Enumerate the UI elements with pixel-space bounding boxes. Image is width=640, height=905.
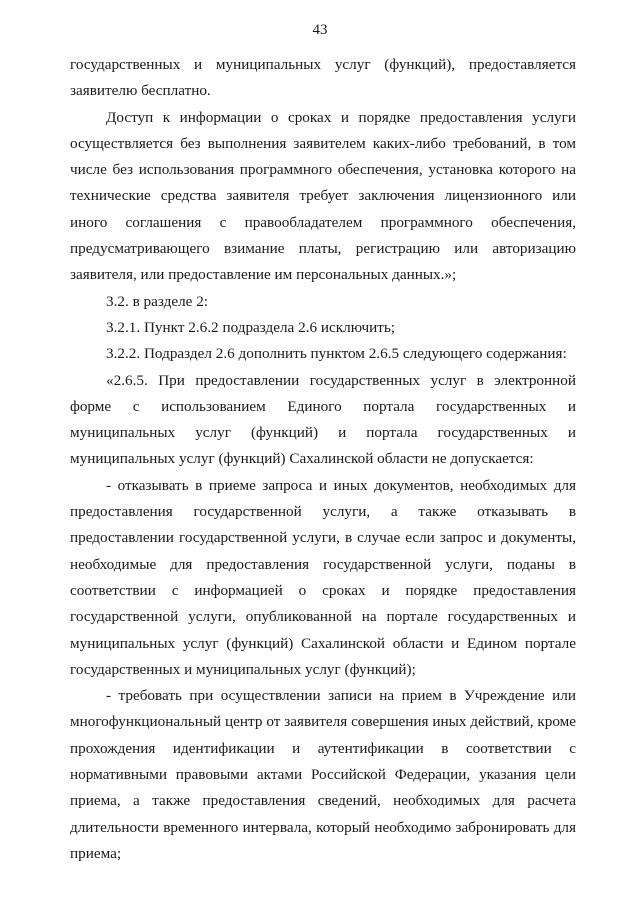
paragraph-item-3-2-2: 3.2.2. Подраздел 2.6 дополнить пунктом 2.6.5 следующего содержания: xyxy=(106,345,567,363)
paragraph-section-3-2: 3.2. в разделе 2: xyxy=(106,292,209,310)
paragraph-item-3-2-1: 3.2.1. Пункт 2.6.2 подраздела 2.6 исключить; xyxy=(106,318,396,336)
document-body xyxy=(70,52,576,867)
page-number: 43 xyxy=(312,22,328,38)
paragraph-list-item-refuse: - отказывать в приеме запроса и иных документов, необходимых для предоставления государственной услуги, а также отказывать в предоставлении государственной услуги, в случае если запрос и документы, необходимые для предоставления государственной услуги, поданы в соответствии с информацией о сроках и порядке предоставления государственной услуги, опубликованной на портале государственных и муниципальных услуг (функций) Сахалинской области и Едином портале государственных и муниципальных услуг (функций); xyxy=(70,476,576,678)
paragraph-continuation: государственных и муниципальных услуг (функций), предоставляется заявителю бесплатно. xyxy=(70,56,576,100)
paragraph-access-info: Доступ к информации о сроках и порядке предоставления услуги осуществляется без выполнения заявителем каких-либо требований, в том числе без использования программного обеспечения, установка которого на технические средства заявителя требует заключения лицензионного или иного соглашения с правообладателем программного обеспечения, предусматривающего взимание платы, регистрацию или авторизацию заявителя, или предоставление им персональных данных.»; xyxy=(70,108,576,284)
paragraph-clause-2-6-5: «2.6.5. При предоставлении государственных услуг в электронной форме с использованием Единого портала государственных и муниципальных услуг (функций) и портала государственных и муниципальных услуг (функций) Сахалинской области не допускается: xyxy=(70,371,576,468)
paragraph-list-item-require: - требовать при осуществлении записи на прием в Учреждение или многофункциональный центр от заявителя совершения иных действий, кроме прохождения идентификации и аутентификации в соответствии с нормативными правовыми актами Российской Федерации, указания цели приема, а также предоставления сведений, необходимых для расчета длительности временного интервала, который необходимо забронировать для приема; xyxy=(70,687,576,862)
